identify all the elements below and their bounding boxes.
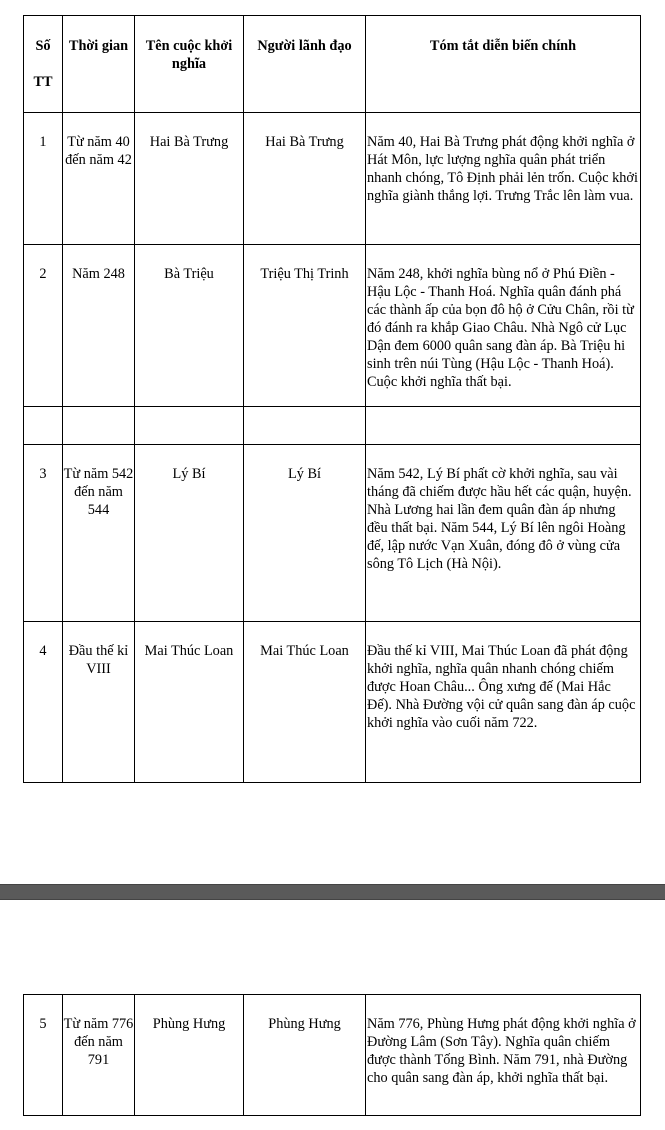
table-header-row: [24, 16, 641, 113]
cell-time: Từ năm 776 đến năm 791: [63, 995, 135, 1116]
cell-uprising-name: Mai Thúc Loan: [135, 622, 244, 783]
document-page-2: [0, 992, 665, 1130]
empty-cell: [366, 407, 641, 445]
table-row: [24, 245, 641, 407]
cell-time: Năm 248: [63, 245, 135, 407]
header-no-line1: Số: [35, 38, 51, 54]
header-leader: Người lãnh đạo: [244, 16, 366, 113]
page-separator: [0, 884, 665, 900]
cell-time: Đầu thế kỉ VIII: [63, 622, 135, 783]
cell-summary: Năm 542, Lý Bí phất cờ khởi nghĩa, sau vài tháng đã chiếm được hầu hết các quận, huyện. Nhà Lương hai lần đem quân đàn áp nhưng đều thất bại. Năm 544, Lý Bí lên ngôi Hoàng đế, lập nước Vạn Xuân, đóng đô ở vùng cửa sông Tô Lịch (Hà Nội).: [366, 445, 641, 622]
cell-uprising-name: Bà Triệu: [135, 245, 244, 407]
empty-cell: [135, 407, 244, 445]
table-row: [24, 622, 641, 783]
cell-no: 5: [24, 995, 63, 1116]
uprisings-table-continued: [23, 994, 641, 1116]
header-no-line2: TT: [33, 74, 53, 90]
table-row: [24, 445, 641, 622]
cell-no: 2: [24, 245, 63, 407]
cell-summary: Năm 776, Phùng Hưng phát động khởi nghĩa ở Đường Lâm (Sơn Tây). Nghĩa quân chiếm được thành Tống Bình. Năm 791, nhà Đường cho quân sang đàn áp, khởi nghĩa thất bại.: [366, 995, 641, 1116]
cell-summary: Năm 40, Hai Bà Trưng phát động khởi nghĩa ở Hát Môn, lực lượng nghĩa quân phát triển nhanh chóng, Tô Định phải lẻn trốn. Cuộc khởi nghĩa giành thắng lợi. Trưng Trắc lên làm vua.: [366, 113, 641, 245]
empty-row: [24, 407, 641, 445]
uprisings-table: [23, 15, 641, 783]
empty-cell: [63, 407, 135, 445]
cell-leader: Mai Thúc Loan: [244, 622, 366, 783]
header-time: Thời gian: [63, 16, 135, 113]
cell-summary: Đầu thế kỉ VIII, Mai Thúc Loan đã phát động khởi nghĩa, nghĩa quân nhanh chóng chiếm được Hoan Châu... Ông xưng đế (Mai Hắc Đế). Nhà Đường vội cử quân sang đàn áp cuộc khởi nghĩa vào cuối năm 722.: [366, 622, 641, 783]
cell-leader: Hai Bà Trưng: [244, 113, 366, 245]
cell-leader: Lý Bí: [244, 445, 366, 622]
cell-summary: Năm 248, khởi nghĩa bùng nổ ở Phú Điền - Hậu Lộc - Thanh Hoá. Nghĩa quân đánh phá các thành ấp của bọn đô hộ ở Cửu Chân, rồi từ đó đánh ra khắp Giao Châu. Nhà Ngô cử Lục Dận đem 6000 quân sang đàn áp. Bà Triệu hi sinh trên núi Tùng (Hậu Lộc - Thanh Hoá). Cuộc khởi nghĩa thất bại.: [366, 245, 641, 407]
header-summary: Tóm tắt diễn biến chính: [366, 16, 641, 113]
header-no: [24, 16, 63, 113]
cell-uprising-name: Hai Bà Trưng: [135, 113, 244, 245]
cell-no: 4: [24, 622, 63, 783]
cell-time: Từ năm 542 đến năm 544: [63, 445, 135, 622]
table-row: [24, 995, 641, 1116]
cell-no: 3: [24, 445, 63, 622]
cell-leader: Phùng Hưng: [244, 995, 366, 1116]
cell-uprising-name: Phùng Hưng: [135, 995, 244, 1116]
table-row: [24, 113, 641, 245]
cell-time: Từ năm 40 đến năm 42: [63, 113, 135, 245]
header-uprising-name: Tên cuộc khởi nghĩa: [135, 16, 244, 113]
cell-uprising-name: Lý Bí: [135, 445, 244, 622]
empty-cell: [244, 407, 366, 445]
cell-leader: Triệu Thị Trinh: [244, 245, 366, 407]
empty-cell: [24, 407, 63, 445]
cell-no: 1: [24, 113, 63, 245]
